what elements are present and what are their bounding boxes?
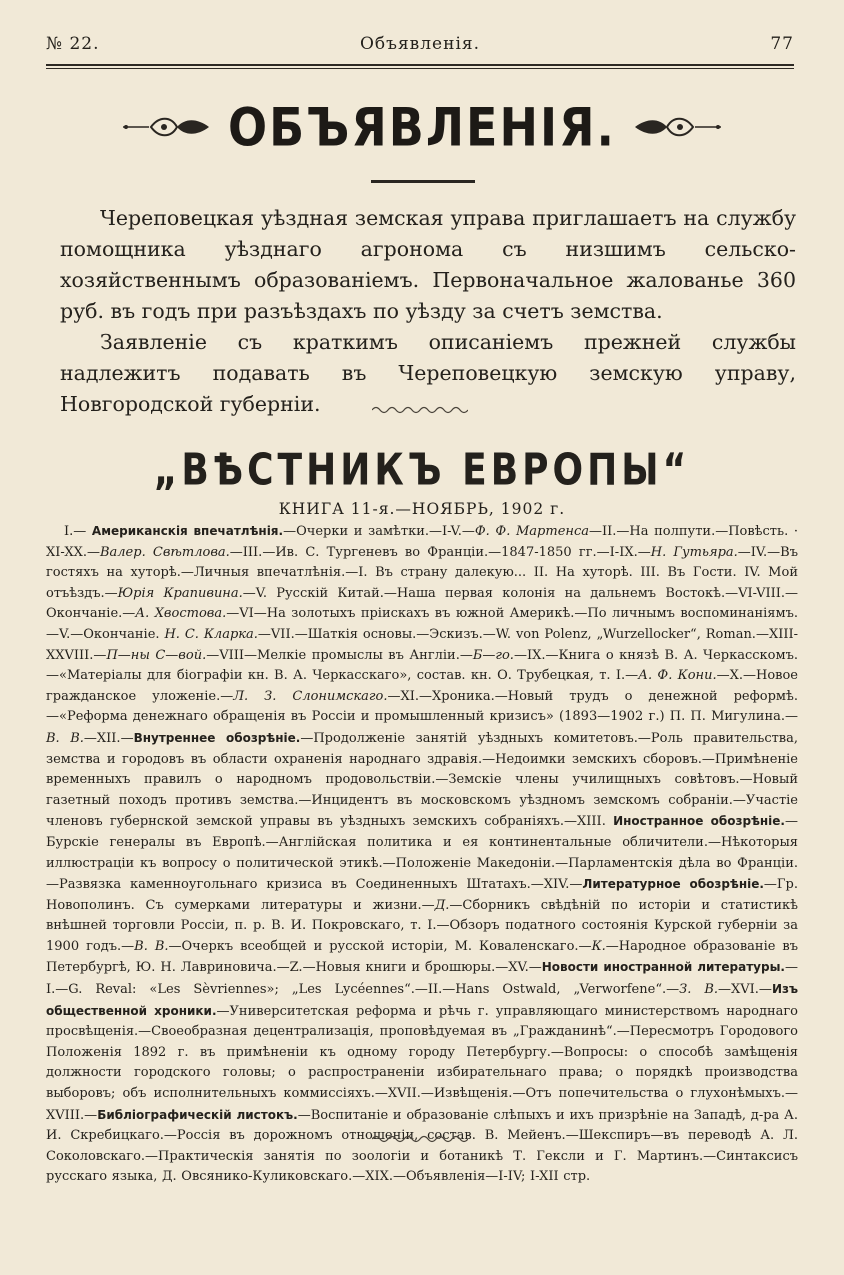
contents-text: —Народное образованіе въ Петербургѣ, Ю. Н. Лавриновича.—Z.—Новыя книги и брошюры.—XV.— xyxy=(46,938,799,976)
section-heading: Изъ общественной хроники. xyxy=(46,982,798,1018)
author-name: К. xyxy=(591,938,606,954)
contents-text: —Бурскіе генералы въ Европѣ.—Англійская политика и ея континентальные обличители.—Нѣкоторыя иллюстраціи къ вопросу о политической этикѣ.—Положеніе Македоніи.—Парламентскія дѣла во Франціи.—Развязка каменноугольнаго кризиса въ Соединенныхъ Штатахъ.—XIV.— xyxy=(46,814,798,893)
contents-text: I.— xyxy=(64,524,92,539)
issue-number: № 22. xyxy=(46,34,100,54)
section-title: Объявленія. xyxy=(359,34,481,54)
contents-text: —Очерки и замѣтки.—I-V.— xyxy=(283,524,475,539)
journal-contents xyxy=(46,521,798,1188)
contents-text: —II.—На полпути.—Повѣсть. · XI-XX.— xyxy=(46,524,798,560)
page-number: 77 xyxy=(770,34,794,54)
contents-text: —Университетская реформа и рѣчь г. управляющаго министерствомъ народнаго просвѣщенія.—Своеобразная децентрализація, проповѣдуемая въ „Гражданинѣ“.—Пересмотръ Городового Положенія 1892 г. въ примѣненіи къ одному городу Петербургу.—Вопросы: о способѣ замѣщенія должности городского головы; о распространеніи избирательнаго права; о порядкѣ производства выборовъ; объ исполнительныхъ коммиссіяхъ.—XVII.—Извѣщенія.—Отъ попечительства о глухонѣмыхъ.—XVIII.— xyxy=(46,1003,798,1123)
author-name: Юрія Крапивина. xyxy=(117,585,243,601)
advertisement xyxy=(60,203,796,420)
author-name: П—ны С—вой. xyxy=(106,647,207,663)
author-name: Н. Гутьяра. xyxy=(650,544,738,560)
journal-title: „ВѢСТНИКЪ ЕВРОПЫ“ xyxy=(153,445,691,496)
author-name: З. В. xyxy=(679,982,719,998)
author-name: Л. З. Слонимскаго. xyxy=(233,688,388,704)
journal-issue: КНИГА 11-я.—НОЯБРЬ, 1902 г. xyxy=(278,500,566,518)
ads-heading-title: ОБЪЯВЛЕНІЯ. xyxy=(227,95,616,159)
contents-text: —VI—На золотыхъ пріискахъ въ южной Америкѣ.—По личнымъ воспоминаніямъ.—V.—Окончаніе. xyxy=(46,606,798,642)
author-name: В. В. xyxy=(134,938,169,954)
right-ornament-icon xyxy=(631,114,723,140)
section-heading: Литературное обозрѣніе. xyxy=(582,877,764,892)
contents-text: —Продолженіе занятій уѣздныхъ комитетовъ.—Роль правительства, земства и городовъ въ области охраненія народнаго здравія.—Недоимки земскихъ сборовъ.—Примѣненіе временныхъ правилъ о народномъ продовольствіи.—Земскіе члены училищныхъ совѣтовъ.—Новый газетный походъ противъ земства.—Инцидентъ въ московскомъ уѣздномъ земскомъ собраніи.—Участіе членовъ губернской земской управы въ уѣздныхъ земскихъ собраніяхъ.—XIII. xyxy=(46,730,798,830)
contents-text: —Гр. Новополинъ. Съ сумерками литературы и жизни.— xyxy=(46,877,798,913)
ads-heading xyxy=(0,95,844,170)
contents-text: —IV.—Въ гостяхъ на хуторѣ.—Личныя впечатлѣнія.—I. Въ страну далекую... II. На хуторѣ. III. Въ Гости. IV. Мой отъѣздъ.— xyxy=(46,544,799,601)
author-name: А. Хвостова. xyxy=(135,606,227,622)
contents-text: —VIII—Мелкіе промыслы въ Англіи.— xyxy=(206,647,473,663)
author-name: Валер. Свѣтлова. xyxy=(99,544,230,560)
author-name: А. Ф. Кони. xyxy=(638,668,717,684)
heading-rule xyxy=(371,180,475,183)
squiggle-divider-icon xyxy=(372,1134,468,1144)
section-heading: Новости иностранной литературы. xyxy=(541,960,785,975)
running-head xyxy=(46,34,794,62)
author-name: Б—го. xyxy=(472,647,514,663)
contents-text: —IX.—Книга о князѣ В. А. Черкасскомъ.—«Матеріалы для біографіи кн. В. А. Черкасскаго», состав. кн. О. Трубецкая, т. I.— xyxy=(46,647,799,684)
contents-text: —X.—Новое гражданское уложеніе.— xyxy=(46,668,798,704)
section-heading: Американскія впечатлѣнія. xyxy=(91,524,284,538)
author-name: Ф. Ф. Мартенса xyxy=(474,524,589,539)
section-heading: Внутреннее обозрѣніе. xyxy=(133,730,301,745)
ad-paragraph: Череповецкая уѣздная земская управа приглашаетъ на службу помощника уѣзднаго агронома съ низшимъ сельско-хозяйственнымъ образованіемъ. Первоначальное жалованье 360 руб. въ годъ при разъѣздахъ по уѣзду за счетъ земства. xyxy=(60,206,796,323)
contents-text: —XII.— xyxy=(83,730,134,746)
contents-text: —Воспитаніе и образованіе слѣпыхъ и ихъ призрѣніе на Западѣ, д-ра А. И. Скребицкаго.—Россія въ дорожномъ отношеніи, состав. В. Мейенъ.—Шекспиръ—въ переводѣ А. Л. Соколовскаго.—Практическія занятія по зоологіи и ботаникѣ Т. Гексли и Г. Мартинъ.—Синтаксисъ русскаго языка, Д. Овсянико-Куликовскаго.—XIX.—Объявленія—I-IV; I-XII стр. xyxy=(46,1107,799,1185)
contents-text: —VII.—Шаткія основы.—Эскизъ.—W. von Polenz, „Wurzellocker“, Roman.—XIII-XXVIII.— xyxy=(46,626,798,663)
author-name: В. В. xyxy=(46,730,84,746)
left-ornament-icon xyxy=(121,114,213,140)
contents-text: —V. Русскій Китай.—Наша первая колонія на дальнемъ Востокѣ.—VI-VIII.—Окончаніе.— xyxy=(46,585,798,622)
contents-paragraph xyxy=(46,521,798,1188)
squiggle-divider-icon xyxy=(372,405,468,415)
author-name: Н. С. Кларка. xyxy=(164,626,258,642)
section-heading: Библіографическій листокъ. xyxy=(97,1107,298,1122)
contents-text: —XVI.— xyxy=(718,982,772,998)
contents-text: —Очеркъ всеобщей и русской исторіи, М. Коваленскаго.— xyxy=(168,938,592,954)
contents-text: —XI.—Хроника.—Новый трудъ о денежной реформѣ.—«Реформа денежнаго обращенія въ Россіи и промышленный кризисъ» (1893—1902 г.) П. П. Мигулина.— xyxy=(46,688,798,725)
ad-paragraph: Заявленіе съ краткимъ описаніемъ прежней службы надлежитъ подавать въ Череповецкую земскую управу, Новгородской губерніи. xyxy=(60,330,796,416)
contents-text: —I.—G. Reval: «Les Sèvriennes»; „Les Lycéennes“.—II.—Hans Ostwald, „Verworfene“.— xyxy=(46,960,798,998)
header-rule xyxy=(46,64,794,69)
contents-text: —Сборникъ свѣдѣній по исторіи и статистикѣ внѣшней торговли Россіи, п. р. В. И. Покровскаго, т. I.—Обзоръ податного состоянія Курской губерніи за 1900 годъ.— xyxy=(46,897,798,954)
author-name: Д. xyxy=(434,897,450,913)
section-heading: Иностранное обозрѣніе. xyxy=(613,814,785,829)
contents-text: —III.—Ив. С. Тургеневъ во Франціи.—1847-1850 гг.—I-IX.— xyxy=(229,544,651,560)
